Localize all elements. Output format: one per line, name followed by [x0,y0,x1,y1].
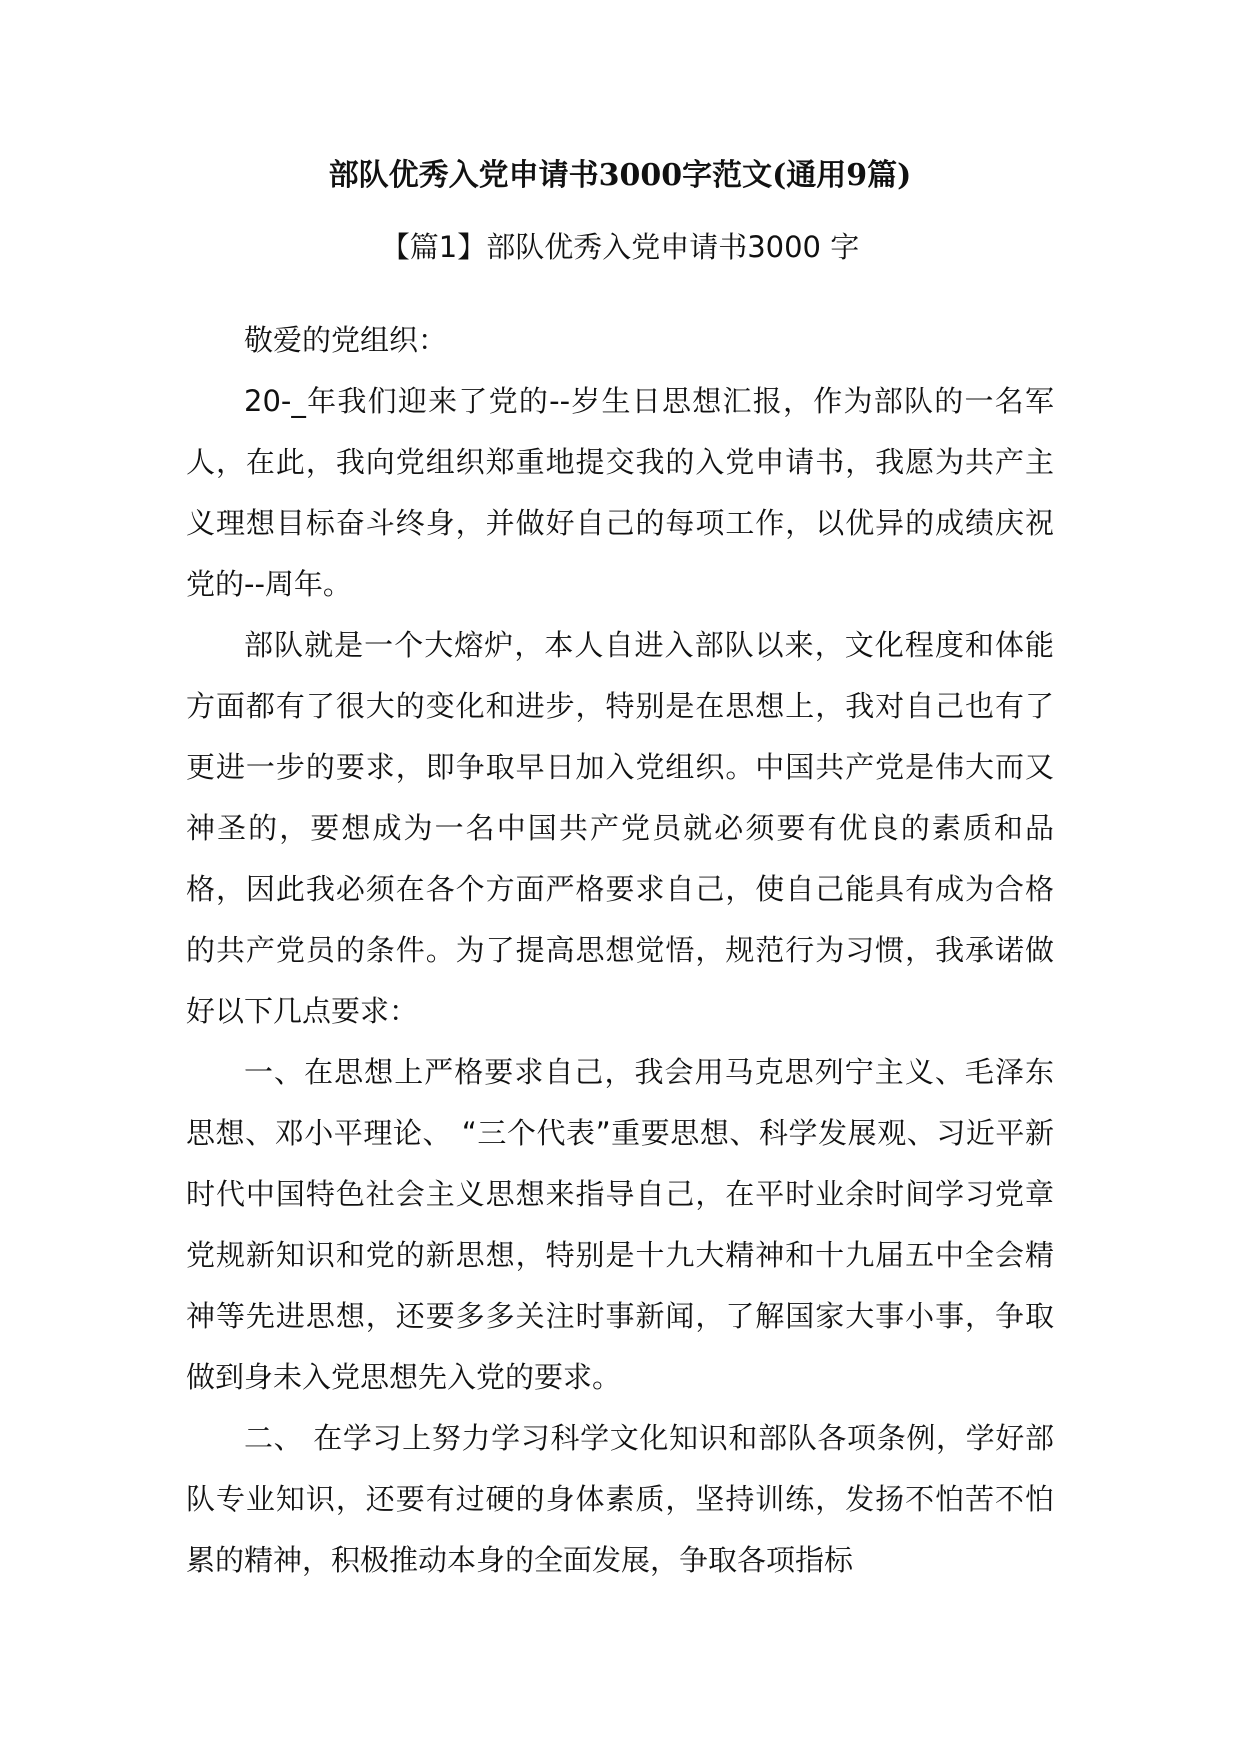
paragraph-3: 一、在思想上严格要求自己，我会用马克思列宁主义、毛泽东思想、邓小平理论、 “三个代表”重要思想、科学发展观、习近平新时代中国特色社会主义思想来指导自己，在平时业余时间学习党章党规新知识和党的新思想，特别是十九大精神和十九届五中全会精神等先进思想，还要多多关注时事新闻，了解国家大事小事，争取做到身未入党思想先入党的要求。 [186,1055,1054,1394]
document-title: 部队优秀入党申请书3000字范文(通用9篇) [328,158,912,193]
paragraph-4: 二、 在学习上努力学习科学文化知识和部队各项条例，学好部队专业知识，还要有过硬的身体素质，坚持训练，发扬不怕苦不怕累的精神，积极推动本身的全面发展，争取各项指标 [186,1421,1054,1577]
document-body [186,310,1054,1591]
paragraph-2: 部队就是一个大熔炉，本人自进入部队以来，文化程度和体能方面都有了很大的变化和进步，特别是在思想上，我对自己也有了更进一步的要求，即争取早日加入党组织。中国共产党是伟大而又神圣的，要想成为一名中国共产党员就必须要有优良的素质和品格，因此我必须在各个方面严格要求自己，使自己能具有成为合格的共产党员的条件。为了提高思想觉悟，规范行为习惯，我承诺做好以下几点要求： [186,628,1054,1028]
section-heading: 【篇1】部队优秀入党申请书3000 字 [380,230,860,264]
paragraph-1: 20-_年我们迎来了党的--岁生日思想汇报，作为部队的一名军人，在此，我向党组织郑重地提交我的入党申请书，我愿为共产主义理想目标奋斗终身，并做好自己的每项工作，以优异的成绩庆祝党的--周年。 [186,384,1054,601]
salutation: 敬爱的党组织： [244,323,448,357]
